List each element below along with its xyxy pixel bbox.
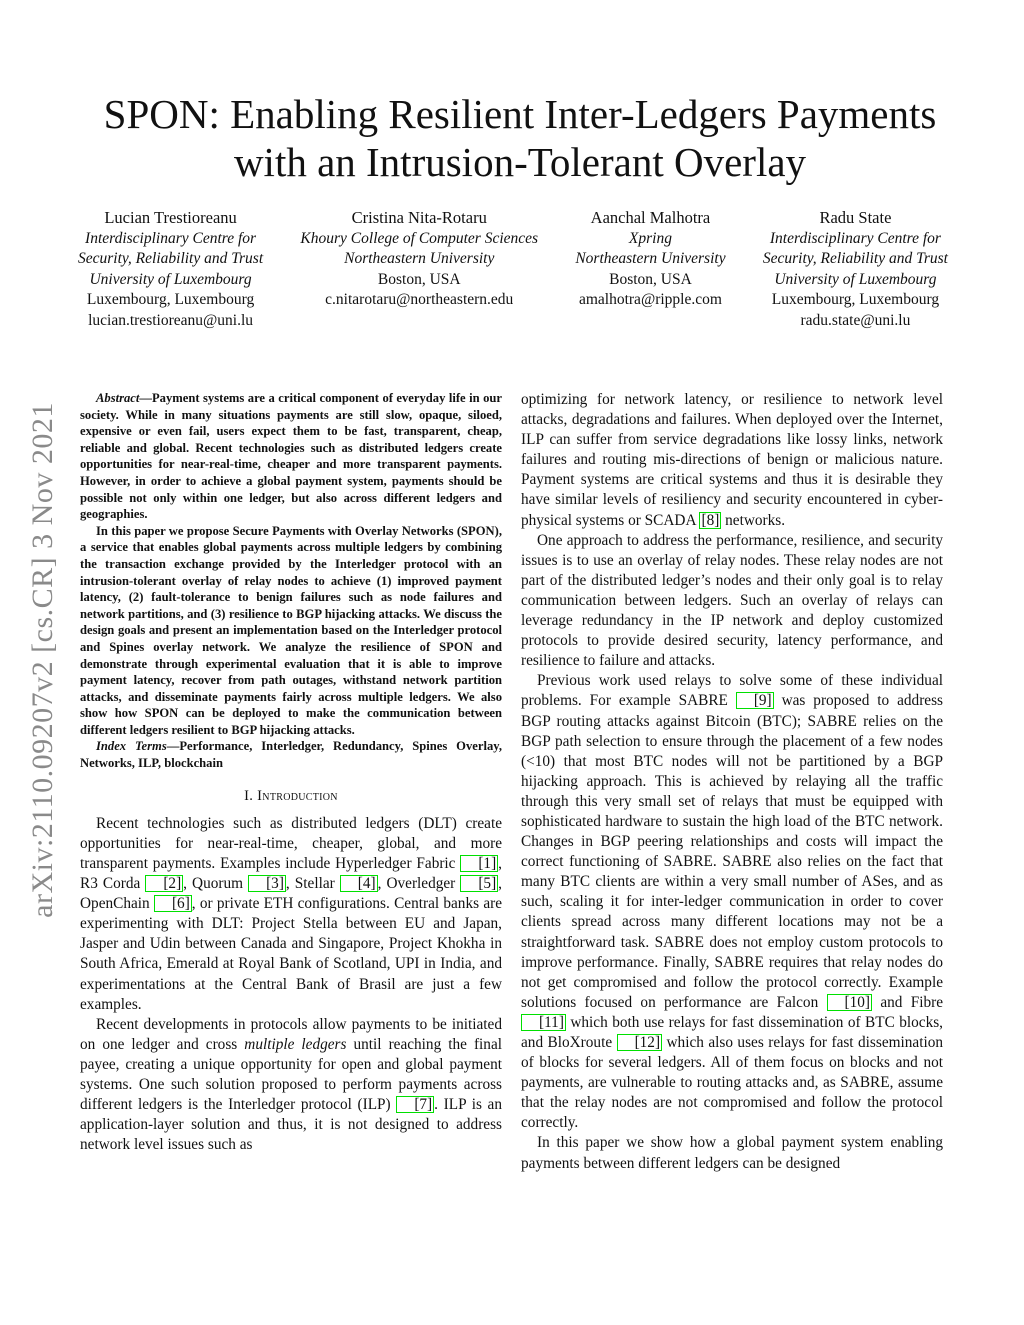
abstract-text: Payment systems are a critical component of everyday life in our society. While in many situations payments are still slow, opaque, siloed, expensive or even fail, users expect them to be fast, transparent, cheap, reliable and global. Recent technologies such as distributed ledgers create opportunities for near-real-time, cheaper and more transparent payments. However, in order to achieve a global payment system, payments should be possible not only within one ledger, but also across different ledgers and geographies. (80, 391, 502, 522)
body-paragraph: Recent developments in protocols allow payments to be initiated on one ledger and cross multiple ledgers until reaching the final payee, creating a unique opportunity for open and global payment systems. One such solution proposed to perform payments across different ledgers is the Interledger protocol (ILP) [7] . ILP is an application-layer solution and thus, it is not designed to address network level issues such as (80, 1015, 502, 1154)
author-name: Aanchal Malhotra (590, 208, 711, 227)
body-paragraph: Recent technologies such as distributed ledgers (DLT) create opportunities for near-real-time, cheaper, global, and more transparent payments. Examples include Hyperledger Fabric [1] , R3 Corda [2] , Quorum [3] , Stellar [4] , Overledger [5] , OpenChain [6] , or private ETH configurations. Central banks are experimenting with DLT: Project Stella between EU and Japan, Jasper and Udin between Canada and Singapore, Project Khokha in South Africa, Emerald at Royal Bank of Scotland, UPI in India, and experimentations at the Central Bank of Brasil are just a few examples. (80, 814, 502, 1013)
author-affiliation: Interdisciplinary Centre for (769, 229, 941, 247)
author-name: Lucian Trestioreanu (104, 208, 237, 227)
citation-link[interactable]: [5] (460, 875, 498, 892)
author-name: Cristina Nita-Rotaru (351, 208, 487, 227)
citation-link[interactable]: [2] (145, 875, 183, 892)
intro-body (80, 814, 502, 1156)
index-terms-label: Index Terms (96, 739, 167, 754)
author-1 (78, 208, 263, 332)
citation-link[interactable]: [10] (827, 994, 873, 1011)
arxiv-stamp (18, 360, 68, 960)
author-affiliation: Interdisciplinary Centre for (85, 229, 257, 247)
citation-link[interactable]: [12] (617, 1034, 663, 1051)
index-terms: Index Terms—Performance, Interledger, Redundancy, Spines Overlay, Networks, ILP, blockchain (80, 739, 502, 771)
citation-link[interactable]: [1] (460, 855, 498, 872)
author-email: c.nitarotaru@northeastern.edu (325, 291, 514, 309)
author-location: Boston, USA (609, 270, 692, 288)
author-email: radu.state@uni.lu (800, 311, 911, 329)
author-location: Luxembourg, Luxembourg (771, 291, 940, 309)
author-email: amalhotra@ripple.com (578, 291, 722, 309)
abstract-paragraph: In this paper we propose Secure Payments with Overlay Networks (SPON), a service that enables global payments across multiple ledgers by combining the transaction exchange provided by the Interledger protocol with an intrusion-tolerant overlay of relay nodes to achieve (1) improved payment latency, (2) fault-tolerance to benign failures such as node failures and network partitions, and (3) resilience to BGP hijacking attacks. We discuss the design goals and present an implementation based on the Interledger protocol and Spines overlay network. We analyze the resilience of SPON and demonstrate through experimental evaluation that it is able to improve payment latency, recover from path outages, withstand network partition attacks, and disseminate payments fairly across multiple ledgers. We also show how SPON can be deployed to make the communication between different ledgers resilient to BGP hijacking attacks. (80, 523, 502, 737)
body-paragraph: One approach to address the performance, resilience, and security issues is to use an overlay of relay nodes. These relay nodes are not part of the distributed ledger’s nodes and their only goal is to relay communication between ledgers. Such an overlay of relays can leverage redundancy in the IP network and deploy customized protocols to provide desired security, latency performance, and resilience to failure and attacks. (521, 531, 943, 670)
author-email: lucian.trestioreanu@uni.lu (88, 311, 254, 329)
author-affiliation: Northeastern University (344, 250, 495, 268)
author-3 (575, 208, 725, 332)
author-affiliation: Khoury College of Computer Sciences (300, 229, 539, 247)
section-number: I. (244, 787, 254, 804)
author-2 (300, 208, 538, 332)
abstract-paragraph: Abstract—Payment systems are a critical component of everyday life in our society. While in many situations payments are still slow, opaque, siloed, expensive or even fail, users expect them to be fast, transparent, cheap, reliable and global. Recent technologies such as distributed ledgers create opportunities for near-real-time, cheaper and more transparent payments. However, in order to achieve a global payment system, payments should be possible not only within one ledger, but also across different ledgers and geographies. (80, 391, 502, 522)
citation-link[interactable]: [9] (736, 692, 774, 709)
author-affiliation: Xpring (628, 229, 672, 247)
section-heading (80, 786, 502, 806)
author-affiliation: Northeastern University (575, 250, 726, 268)
citation-link[interactable]: [7] (396, 1096, 434, 1113)
abstract (80, 390, 502, 772)
author-location: Boston, USA (377, 270, 461, 288)
body-paragraph: Previous work used relays to solve some of these individual problems. For example SABRE [9] was proposed to address BGP routing attacks against Bitcoin (BTC); SABRE relies on the BGP path selection to ensure through the placement of a few nodes (<10) that most BTC nodes will not be partitioned by a BGP hijacking approach. This is achieved by relaying all the traffic through this very small set of relays that must be equipped with sophisticated hardware to sustain the high load of the BTC network. Changes in BGP peering relationships and costs will impact the correct functioning of SABRE. SABRE also relies on the fact that many BTC clients are within a very small number of ASes, and as such, scaling it for inter-ledger communication in order to cover clients spread across many different locations may not be a straightforward task. SABRE does not employ custom protocols to improve performance. Finally, SABRE requires that relay nodes do not get compromised and follow the protocol correctly. Example solutions focused on performance are Falcon [10] and Fibre [11] which both use relays for fast dissemination of BTC blocks, and BloXroute [12] which also uses relays for fast dissemination of blocks for several ledgers. All of them focus on blocks and not payments, are vulnerable to routing attacks and, as SABRE, assume that the relay nodes are not compromised and follow the protocol correctly. (521, 672, 943, 1132)
citation-link[interactable]: [11] (521, 1014, 566, 1031)
author-location: Luxembourg, Luxembourg (86, 291, 255, 309)
citation-link[interactable]: [6] (154, 895, 192, 912)
author-affiliation: Security, Reliability and Trust (78, 250, 264, 268)
body-paragraph: In this paper we show how a global payment system enabling payments between different ledgers can be designed (521, 1134, 943, 1172)
paper-title: SPON: Enabling Resilient Inter-Ledgers Payments with an Intrusion-Tolerant Overlay (103, 91, 937, 185)
author-4 (763, 208, 948, 332)
author-affiliation: Security, Reliability and Trust (762, 250, 948, 268)
author-affiliation: University of Luxembourg (774, 270, 937, 288)
citation-link[interactable]: [3] (248, 875, 286, 892)
abstract-label: Abstract (96, 391, 140, 405)
author-block (78, 208, 948, 332)
citation-link[interactable]: [4] (340, 875, 378, 892)
body-paragraph: optimizing for network latency, or resilience to network level attacks, degradations and failures. When deployed over the Internet, ILP can suffer from service degradations like lossy links, network failures and routing mis-directions of benign or malicious nature. Payment systems are critical systems and thus it is desirable they have similar levels of resiliency and security encountered in cyber-physical systems or SCADA [8] networks. (521, 391, 943, 529)
arxiv-identifier: arXiv:2110.09207v2 [cs.CR] 3 Nov 2021 (26, 402, 59, 918)
right-column (521, 390, 943, 1174)
index-terms-text: Performance, Interledger, Redundancy, Spines Overlay, Networks, ILP, blockchain (80, 739, 502, 771)
left-column (80, 390, 502, 1155)
author-name: Radu State (819, 208, 892, 227)
section-title: Introduction (257, 787, 338, 804)
citation-link[interactable]: [8] (701, 511, 720, 529)
author-affiliation: University of Luxembourg (89, 270, 252, 288)
